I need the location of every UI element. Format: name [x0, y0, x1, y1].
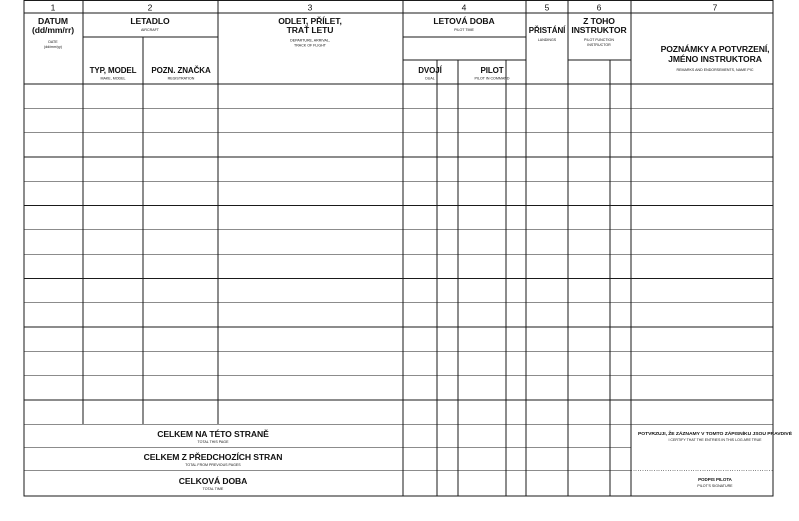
- pic-time-header-en: PILOT IN COMMAND: [474, 76, 510, 81]
- instructor-header-line1: Z TOHO: [583, 16, 615, 26]
- dual-time-header-en: DUAL: [425, 76, 435, 81]
- pic-time-header: PILOT: [480, 66, 504, 75]
- column-number-3: 3: [307, 2, 313, 13]
- remarks-header-line1: POZNÁMKY A POTVRZENÍ,: [660, 44, 770, 54]
- landings-header: PŘISTÁNÍ: [528, 26, 566, 35]
- route-header-line2: TRAŤ LETU: [286, 25, 334, 35]
- aircraft-header-en: AIRCRAFT: [141, 28, 159, 32]
- date-header: DATUM: [38, 16, 68, 26]
- route-header-line1: ODLET, PŘÍLET,: [278, 16, 342, 26]
- certify-statement: POTVRZUJI, ŽE ZÁZNAMY V TOMTO ZÁPISNÍKU JSOU PRAVDIVÉ: [638, 431, 777, 436]
- column-number-1: 1: [50, 2, 56, 13]
- dual-time-header: DVOJÍ: [418, 66, 442, 75]
- aircraft-registration-header-en: REGISTRATION: [167, 76, 195, 81]
- total-time-label-en: TOTAL TIME: [202, 487, 224, 491]
- column-number-7: 7: [712, 2, 718, 13]
- instructor-header-line2: INSTRUKTOR: [571, 25, 627, 35]
- total-time-label: CELKOVÁ DOBA: [178, 476, 248, 486]
- route-header-en-line2: TRACK OF FLIGHT: [294, 43, 326, 48]
- column-number-2: 2: [147, 2, 153, 13]
- date-header-en: DATE: [48, 40, 58, 44]
- aircraft-type-header-en: MAKE, MODEL: [100, 76, 126, 81]
- aircraft-type-header: TYP, MODEL: [89, 66, 137, 75]
- signature-label: PODPIS PILOTA: [698, 477, 732, 482]
- column-number-4: 4: [461, 2, 467, 13]
- column-number-5: 5: [544, 2, 550, 13]
- signature-label-en: PILOT'S SIGNATURE: [697, 484, 733, 488]
- instructor-header-en-line2: INSTRUCTOR: [587, 43, 611, 47]
- landings-header-en: LANDINGS: [537, 38, 557, 42]
- aircraft-registration-header: POZN. ZNAČKA: [151, 66, 211, 75]
- remarks-header-en: REMARKS AND ENDORSEMENTS, NAME PIC: [676, 68, 754, 72]
- remarks-header-line2: JMÉNO INSTRUKTORA: [668, 54, 762, 64]
- flight-time-header-en: PILOT TIME: [454, 28, 474, 32]
- date-format: (dd/mm/rr): [32, 25, 74, 35]
- flight-time-header: LETOVÁ DOBA: [433, 16, 495, 26]
- aircraft-header: LETADLO: [130, 16, 170, 26]
- instructor-header-en-line1: PILOT FUNCTION: [584, 38, 614, 42]
- total-this-page-label: CELKEM NA TÉTO STRANĚ: [157, 429, 269, 439]
- route-header-en-line1: DEPARTURE, ARRIVAL,: [290, 38, 330, 43]
- certify-statement-en: I CERTIFY THAT THE ENTRIES IN THIS LOG ARE TRUE: [668, 438, 762, 442]
- date-format-en: (dd/mm/yy): [44, 45, 62, 49]
- total-previous-label-en: TOTAL FROM PREVIOUS PAGES: [185, 463, 241, 467]
- total-previous-label: CELKEM Z PŘEDCHOZÍCH STRAN: [143, 452, 283, 462]
- column-number-6: 6: [596, 2, 602, 13]
- total-this-page-label-en: TOTAL THIS PAGE: [197, 440, 229, 444]
